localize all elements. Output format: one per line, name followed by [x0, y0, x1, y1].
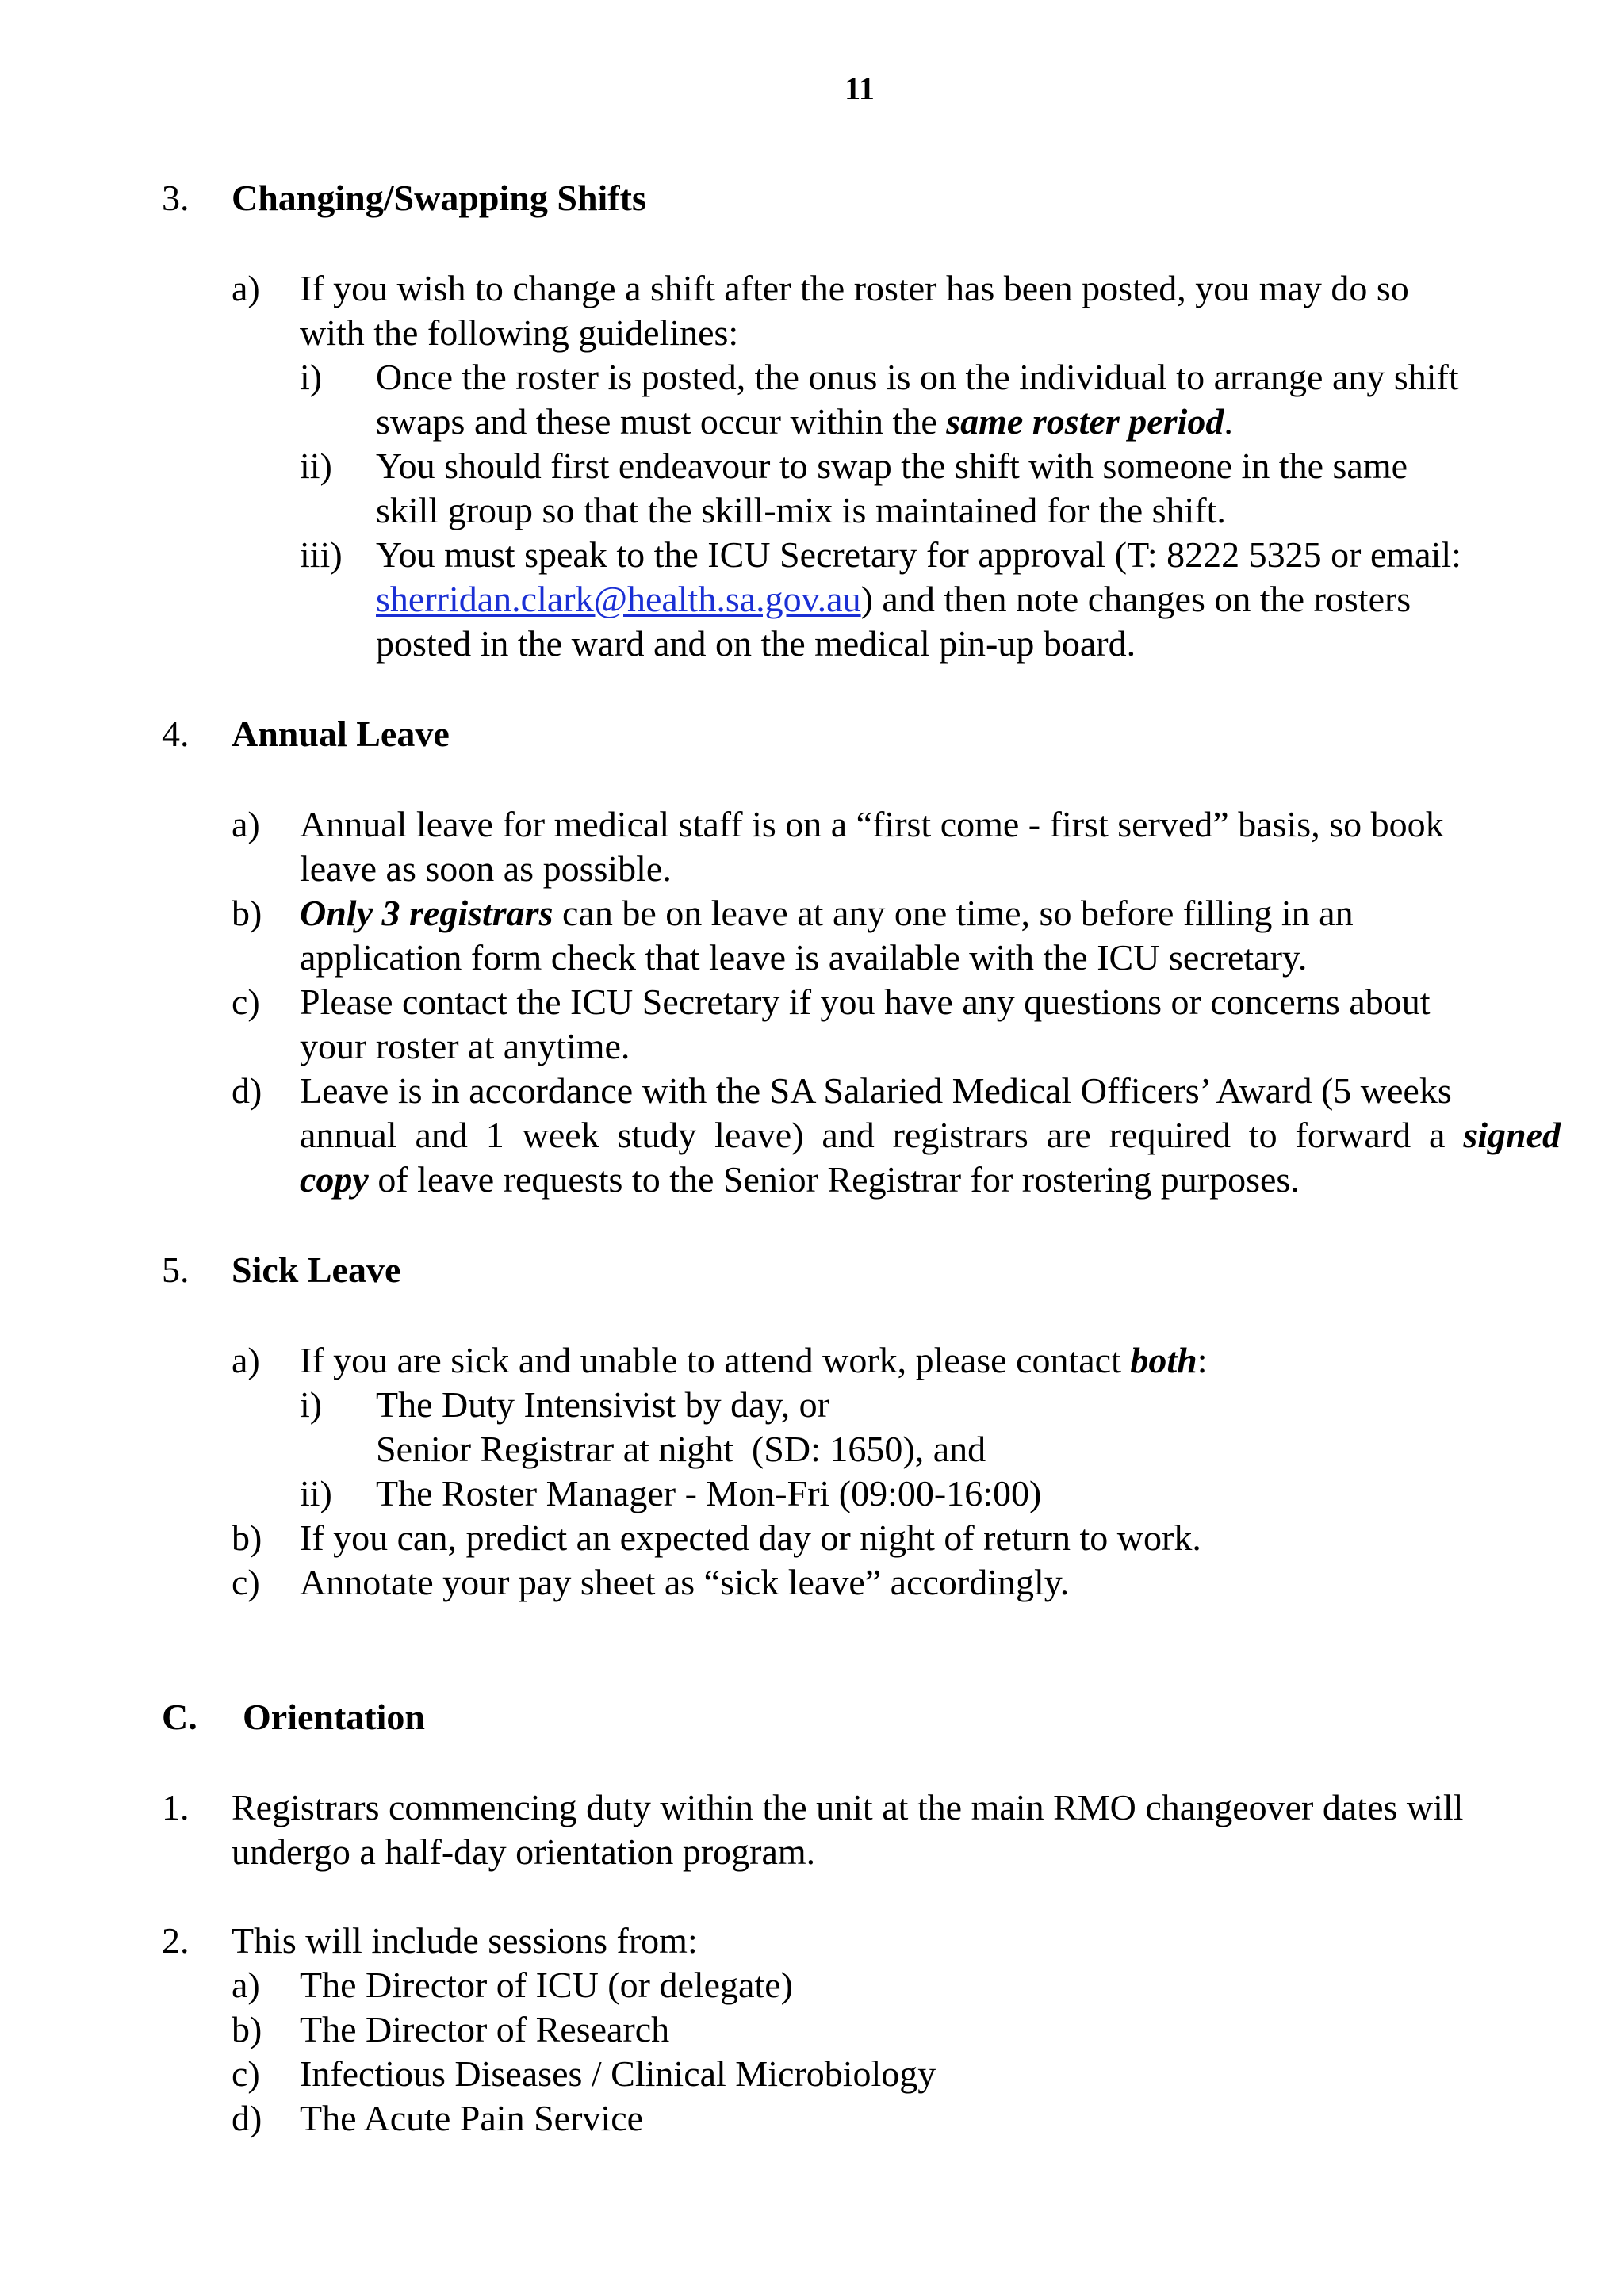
paragraph-line: [300, 1338, 1208, 1383]
section-number: 3.: [162, 178, 190, 218]
paragraph-line: Leave is in accordance with the SA Salaried Medical Officers’ Award (5 weeks: [300, 1070, 1452, 1111]
paragraph-line: The Roster Manager - Mon-Fri (09:00-16:00): [376, 1473, 1042, 1513]
section-heading: Sick Leave: [232, 1249, 401, 1290]
paragraph-line: [376, 577, 1411, 622]
subitem-label: ii): [300, 446, 332, 486]
section-heading: Changing/Swapping Shifts: [232, 178, 646, 218]
paragraph-line: [300, 1158, 1300, 1202]
section-heading: Annual Leave: [232, 714, 450, 754]
paragraph-line: Registrars commencing duty within the unit at the main RMO changeover dates will: [232, 1787, 1464, 1827]
email-link[interactable]: sherridan.clark@health.sa.gov.au: [376, 579, 861, 619]
list-item-text: The Acute Pain Service: [300, 2098, 644, 2138]
list-item-label: b): [232, 2009, 262, 2049]
paragraph-line: This will include sessions from:: [232, 1920, 698, 1961]
emphasis-text: same roster period: [946, 401, 1224, 442]
subitem-label: i): [300, 357, 323, 397]
list-item-label: c): [232, 2053, 260, 2094]
paragraph-line: Senior Registrar at night (SD: 1650), and: [376, 1429, 986, 1469]
section-letter: C.: [162, 1697, 197, 1737]
item-label: c): [232, 982, 260, 1022]
list-item-text: Infectious Diseases / Clinical Microbiology: [300, 2053, 936, 2094]
paragraph-line: The Duty Intensivist by day, or: [376, 1384, 829, 1425]
list-item-label: d): [232, 2098, 262, 2138]
section-number: 5.: [162, 1249, 190, 1290]
page-number: 11: [845, 71, 875, 106]
emphasis-text: signed: [1463, 1115, 1561, 1155]
text-run: of leave requests to the Senior Registrar for rostering purposes.: [368, 1159, 1300, 1200]
emphasis-text: Only 3 registrars: [300, 893, 553, 933]
item-label: b): [232, 1517, 262, 1558]
item-label: c): [232, 1562, 260, 1602]
paragraph-line: Annotate your pay sheet as “sick leave” accordingly.: [300, 1562, 1070, 1602]
text-run: If you are sick and unable to attend work, please contact: [300, 1340, 1131, 1380]
paragraph-line: [300, 891, 1354, 936]
paragraph-line: You should first endeavour to swap the shift with someone in the same: [376, 446, 1408, 486]
subitem-label: i): [300, 1384, 323, 1425]
paragraph-line: Please contact the ICU Secretary if you have any questions or concerns about: [300, 982, 1431, 1022]
paragraph-line: If you can, predict an expected day or night of return to work.: [300, 1517, 1201, 1558]
subitem-label: iii): [300, 534, 343, 575]
section-number: 4.: [162, 714, 190, 754]
text-run: can be on leave at any one time, so before filling in an: [553, 893, 1354, 933]
item-label: a): [232, 1340, 260, 1380]
paragraph-line: application form check that leave is available with the ICU secretary.: [300, 937, 1308, 978]
subitem-label: ii): [300, 1473, 332, 1513]
paragraph-line: your roster at anytime.: [300, 1026, 630, 1066]
section-heading: Orientation: [243, 1697, 425, 1737]
paragraph-line: posted in the ward and on the medical pin-up board.: [376, 623, 1136, 664]
text-run: swaps and these must occur within the: [376, 401, 947, 442]
item-label: a): [232, 268, 260, 308]
text-run: ) and then note changes on the rosters: [860, 579, 1411, 619]
item-number: 1.: [162, 1787, 190, 1827]
paragraph-line: You must speak to the ICU Secretary for approval (T: 8222 5325 or email:: [376, 534, 1461, 575]
text-run: :: [1197, 1340, 1208, 1380]
list-item-text: The Director of ICU (or delegate): [300, 1965, 793, 2005]
paragraph-line: undergo a half-day orientation program.: [232, 1831, 816, 1872]
paragraph-line: [376, 400, 1233, 444]
item-number: 2.: [162, 1920, 190, 1961]
paragraph-line: Once the roster is posted, the onus is on the individual to arrange any shift: [376, 357, 1459, 397]
text-run: annual and 1 week study leave) and registrars are required to forward a: [300, 1115, 1446, 1155]
list-item-text: The Director of Research: [300, 2009, 670, 2049]
emphasis-text: both: [1130, 1340, 1197, 1380]
paragraph-line: Annual leave for medical staff is on a “first come - first served” basis, so book: [300, 804, 1444, 844]
text-run: .: [1224, 401, 1233, 442]
paragraph-line: [300, 1113, 1561, 1158]
item-label: a): [232, 804, 260, 844]
list-item-label: a): [232, 1965, 260, 2005]
item-label: b): [232, 893, 262, 933]
paragraph-line: skill group so that the skill-mix is maintained for the shift.: [376, 490, 1226, 530]
paragraph-line: with the following guidelines:: [300, 312, 739, 353]
paragraph-line: leave as soon as possible.: [300, 848, 672, 889]
item-label: d): [232, 1070, 262, 1111]
paragraph-line: If you wish to change a shift after the roster has been posted, you may do so: [300, 268, 1409, 308]
emphasis-text: copy: [300, 1159, 369, 1200]
